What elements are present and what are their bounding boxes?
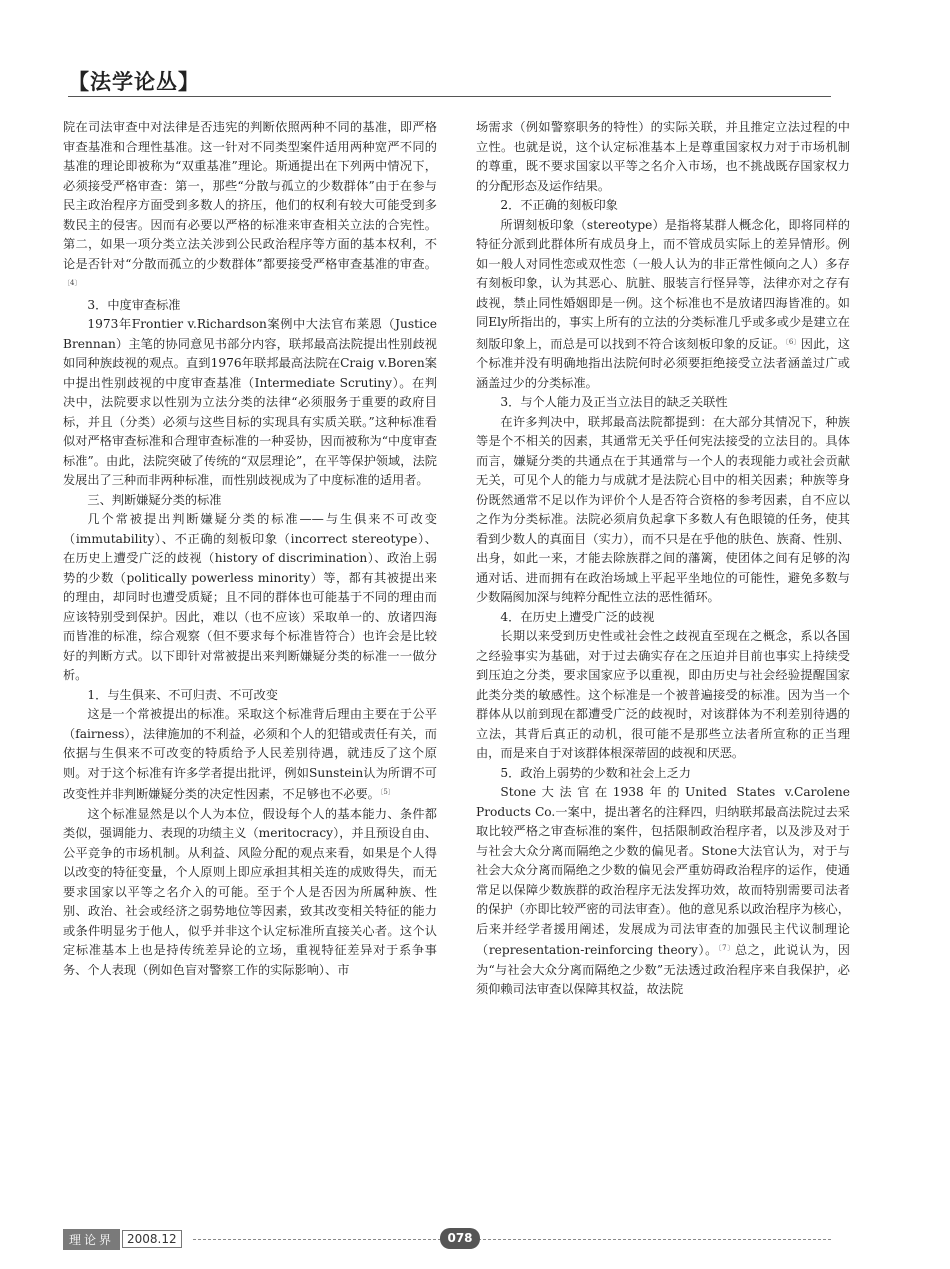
paragraph: 所谓刻板印象（stereotype）是指将某群人概念化，即将同样的特征分派到此群体所有成员身上，而不管成员实际上的差异情形。例如一般人对同性恋或双性恋（一般人认为的非正常性倾向之人）多存有刻板印象，认为其恶心、肮脏、服装言行怪异等，法律亦对之存有歧视，禁止同性婚姻即是一例。这个标准也不是放诸四海皆准的。如同Ely所指出的，事实上所有的立法的分类标准几乎或多或少是建立在刻版印象上，而总是可以找到不符合该刻板印象的反证。$^{〔6〕}$因此，这个标准并没有明确地指出法院何时必须要拒绝接受立法者涵盖过广或涵盖过少的分类标准。 xyxy=(476,217,850,390)
paragraph: 场需求（例如警察职务的特性）的实际关联，并且推定立法过程的中立性。也就是说，这个认定标准基本上是尊重国家权力对于市场机制的尊重，既不要求国家以平等之名介入市场，也不挑战既存国家权力的分配形态及运作结果。 xyxy=(476,120,850,193)
subsection-heading: 1．与生俱来、不可归责、不可改变 xyxy=(87,687,278,702)
journal-label xyxy=(63,1228,182,1250)
page-footer xyxy=(63,1228,831,1250)
footnote-ref[interactable]: 〔4〕 xyxy=(63,279,82,287)
paragraph: 长期以来受到历史性或社会性之歧视直至现在之概念，系以各国之经验事实为基础，对于过去确实存在之压迫并目前也事实上持续受到压迫之分类，要求国家应予以重视，即由历史与社会经验提醒国家此类分类的敏感性。这个标准是一个被普遍接受的标准。因为当一个群体从以前到现在都遭受广泛的歧视时，对该群体为不利差别待遇的立法，其背后真正的动机，很可能不是那些立法者所宣称的正当理由，而是来自于对该群体根深蒂固的歧视和厌恶。 xyxy=(476,629,850,760)
paragraph: Stone大法官在1938年的United States v.Carolene Products Co.一案中，提出著名的注释四，归纳联邦最高法院过去采取比较严格之审查标准的案件，包括限制政治程序者，以及涉及对于与社会大众分离而隔绝之少数的偏见者。Stone大法官认为，对于与社会大众分离而隔绝之少数的偏见会严重妨碍政治程序的运作，使通常足以保障少数族群的政治程序无法发挥功效，故而特别需要司法者的保护（亦即比较严密的司法审查）。他的意见系以政治程序为核心，后来并经学者援用阐述，发展成为司法审查的加强民主代议制理论（representation-reinforcing theory）。$^{〔7〕}$总之，此说认为，因为“与社会大众分离而隔绝之少数”无法透过政治程序来自我保护，必须仰赖司法审查以保障其权益，故法院 xyxy=(476,785,850,996)
subsection-heading: 3．中度审查标准 xyxy=(87,297,181,312)
journal-issue: 2008.12 xyxy=(122,1230,182,1248)
footnote-ref[interactable]: 〔5〕 xyxy=(379,788,395,796)
subsection-heading: 3．与个人能力及正当立法目的缺乏关联性 xyxy=(500,395,728,409)
footnote-ref[interactable]: 〔7〕 xyxy=(717,944,735,952)
paragraph: 这个标准显然是以个人为本位，假设每个人的基本能力、条件都类似，强调能力、表现的功绩主义（meritocracy），并且预设自由、公平竞争的市场机制。从利益、风险分配的观点来看，如果是个人得以改变的特征变量，个人原则上即应承担其相关连的成败得失，而无要求国家以平等之名介入的可能。至于个人是否因为所属种族、性别、政治、社会或经济之弱势地位等因素，致其改变相关特征的能力或条件明显劣于他人，似乎并非这个认定标准所直接关心者。这个认定标准基本上也是持传统差异论的立场，重视特征差异对于系争事务、个人表现（例如色盲对警察工作的实际影响）、市 xyxy=(63,806,437,977)
subsection-heading: 2．不正确的刻板印象 xyxy=(500,198,618,212)
right-column xyxy=(476,118,850,1226)
subsection-heading: 4．在历史上遭受广泛的歧视 xyxy=(500,609,655,624)
left-column xyxy=(63,118,437,1226)
journal-name: 理论界 xyxy=(63,1229,120,1250)
paragraph: 几个常被提出判断嫌疑分类的标准——与生俱来不可改变（immutability）、不正确的刻板印象（incorrect stereotype）、在历史上遭受广泛的歧视（history of discrimination）、政治上弱势的少数（politically powerless minority）等，都有其被提出来的理由，却同时也遭受质疑；且不同的群体也可能基于不同的理由而应该特别受到保护。因此，难以（也不应该）采取单一的、放诸四海而皆准的标准，综合观察（但不要求每个标准皆符合）也许会是比较好的判断方式。以下即针对常被提出来判断嫌疑分类的标准一一做分析。 xyxy=(63,512,437,682)
page-number: 078 xyxy=(440,1228,480,1249)
paragraph: 在许多判决中，联邦最高法院都提到：在大部分其情况下，种族等是个不相关的因素，其通常无关乎任何宪法接受的立法目的。具体而言，嫌疑分类的共通点在于其通常与一个人的表现能力或社会贡献无关，可见个人的能力与成就才是法院心目中的相关因素；种族等身份既然通常不足以作为评价个人是否符合资格的参考因素，自不应以之作为分类标准。法院必须肩负起拿下多数人有色眼镜的任务，使其看到少数人的真面目（实力），而不只是在乎他的肤色、族裔、性别、出身，如此一来，才能去除族群之间的藩篱，使团体之间有足够的沟通对话、进而拥有在政治场域上平起平坐地位的可能性，避免多数与少数隔阂加深与纯粹分配性立法的恶性循环。 xyxy=(476,414,850,604)
footnote-ref[interactable]: 〔6〕 xyxy=(785,337,801,346)
footer-dashed-rule xyxy=(193,1239,831,1240)
section-header: 【法学论丛】 xyxy=(68,70,200,94)
paragraph: 这是一个常被提出的标准。采取这个标准背后理由主要在于公平（fairness），法律施加的不利益，必须和个人的犯错或责任有关，而依据与生俱来不可改变的特质给予人民差别待遇，就违反了这个原则。对于这个标准有许多学者提出批评，例如Sunstein认为所谓不可改变性并非判断嫌疑分类的决定性因素，不足够也不必要。$^{〔5〕}$ xyxy=(63,707,437,801)
subsection-heading: 5．政治上弱势的少数和社会上乏力 xyxy=(500,765,691,780)
paragraph: 院在司法审查中对法律是否违宪的判断依照两种不同的基准，即严格审查基准和合理性基准。这一针对不同类型案件适用两种宽严不同的基准的理论即被称为“双重基准”理论。斯通提出在下列两中情况下，必须接受严格审查：第一，那些“分散与孤立的少数群体”由于在参与民主政治程序方面受到多数人的挤压，他们的权利有较大可能受到多数民主的侵害。因而有必要以严格的标准来审查相关立法的合宪性。第二，如果一项分类立法关涉到公民政治程序等方面的基本权利，不论是否针对“分散而孤立的少数群体”都要接受严格审查基准的审查。$^{〔4〕}$ xyxy=(63,120,437,287)
paragraph: 1973年Frontier v.Richardson案例中大法官布莱恩（Justice Brennan）主笔的协同意见书部分内容，联邦最高法院提出性别歧视如同种族歧视的观点。直到1976年联邦最高法院在Craig v.Boren案中提出性别歧视的中度审查基准（Intermediate Scrutiny）。在判决中，法院要求以性别为立法分类的法律“必须服务于重要的政府目标，并且（分类）必须与这些目标的实现具有实质关联。”这种标准看似对严格审查标准和合理审查标准的一种妥协，因而被称为“中度审查标准”。由此，法院突破了传统的“双层理论”，在平等保护领域，法院发展出了三种而非两种标准，而性别歧视成为了中度标准的适用者。 xyxy=(63,317,437,487)
section-heading: 三、判断嫌疑分类的标准 xyxy=(87,492,222,507)
header-rule xyxy=(68,96,831,97)
